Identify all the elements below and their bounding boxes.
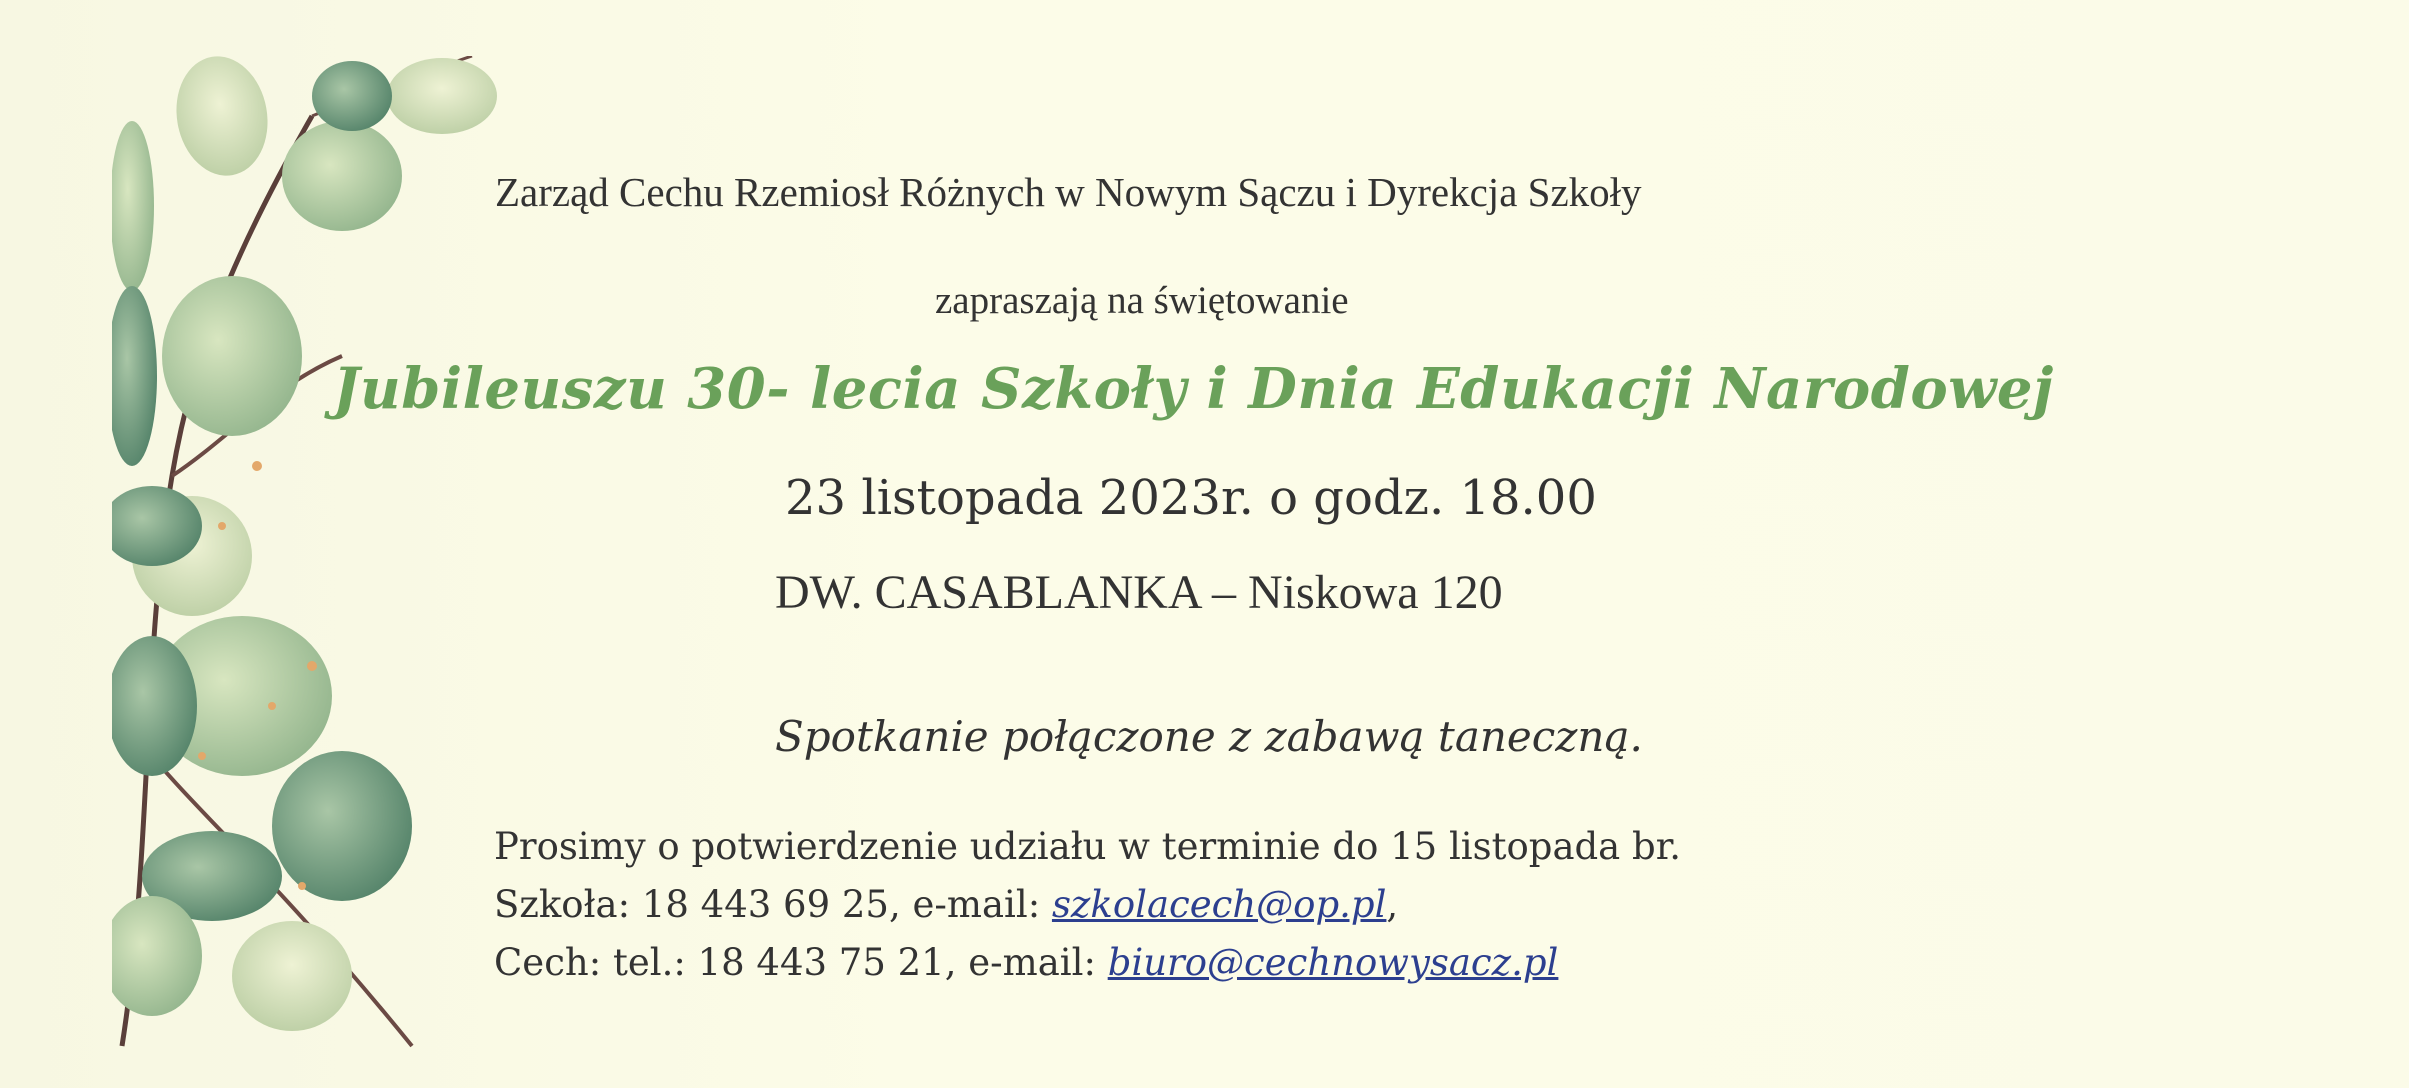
event-venue: DW. CASABLANKA – Niskowa 120 bbox=[775, 566, 1503, 619]
meeting-note: Spotkanie połączone z zabawą taneczną. bbox=[775, 712, 1643, 761]
school-contact-text: Szkoła: 18 443 69 25, e-mail: bbox=[494, 883, 1052, 926]
school-contact bbox=[494, 876, 1681, 934]
school-contact-suffix: , bbox=[1386, 883, 1399, 926]
invite-line: zapraszają na świętowanie bbox=[935, 279, 1349, 322]
guild-email-link[interactable]: biuro@cechnowysacz.pl bbox=[1107, 941, 1559, 984]
rsvp-line: Prosimy o potwierdzenie udziału w terminie do 15 listopada br. bbox=[494, 825, 1682, 868]
eucalyptus-leaves-illustration bbox=[112, 56, 532, 1056]
jubilee-title: Jubileuszu 30- lecia Szkoły i Dnia Edukacji Narodowej bbox=[333, 356, 2054, 422]
contact-block bbox=[494, 818, 1681, 992]
guild-contact-text: Cech: tel.: 18 443 75 21, e-mail: bbox=[494, 941, 1108, 984]
event-date: 23 listopada 2023r. o godz. 18.00 bbox=[785, 470, 1597, 526]
organizers-line: Zarząd Cechu Rzemiosł Różnych w Nowym Sączu i Dyrekcja Szkoły bbox=[495, 169, 1642, 215]
guild-contact bbox=[494, 934, 1681, 992]
school-email-link[interactable]: szkolacech@op.pl bbox=[1051, 883, 1387, 926]
